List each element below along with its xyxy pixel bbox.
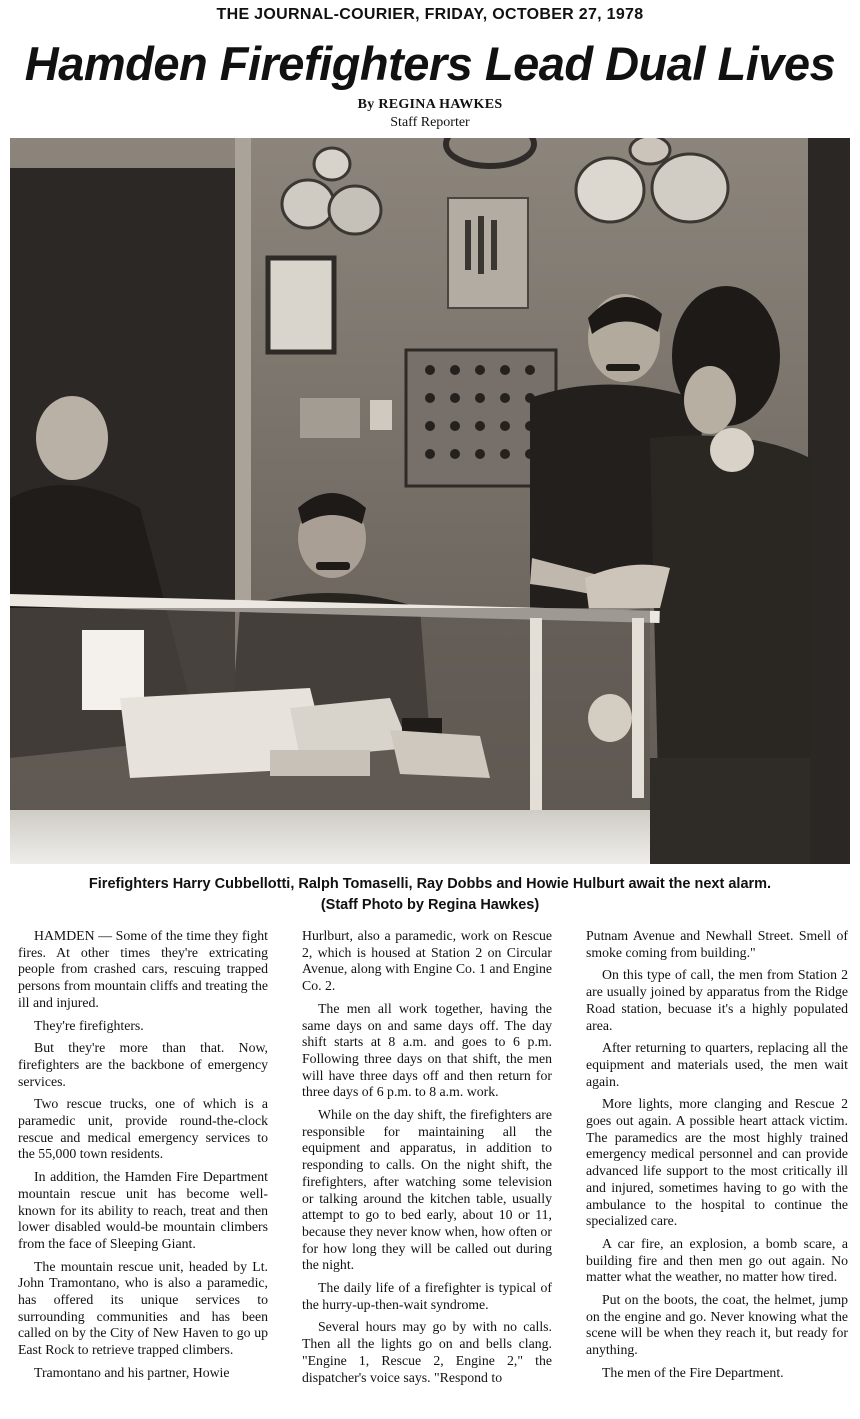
article-column-1	[18, 928, 268, 1388]
paragraph: Hurlburt, also a paramedic, work on Rescue 2, which is housed at Station 2 on Circular Avenue, along with Engine Co. 1 and Engine Co. 2.	[302, 928, 552, 994]
paragraph: Put on the boots, the coat, the helmet, jump on the engine and go. Never knowing what the scene will be when they reach it, but ready for anything.	[586, 1292, 848, 1358]
paragraph: While on the day shift, the firefighters are responsible for maintaining all the equipment and apparatus, in addition to responding to calls. On the night shift, the firefighters, after watching some television or talking around the kitchen table, usually attempt to go to bed early, about 10 or 11, because they never know when, how often or for how long they will be called out during the night.	[302, 1107, 552, 1273]
paragraph: After returning to quarters, replacing all the equipment and materials used, the men wait again.	[586, 1040, 848, 1089]
paragraph: Putnam Avenue and Newhall Street. Smell of smoke coming from building."	[586, 928, 848, 960]
paragraph: Tramontano and his partner, Howie	[34, 1364, 230, 1380]
paragraph: More lights, more clanging and Rescue 2 goes out again. A possible heart attack victim. The paramedics are the most highly trained emergency medical personnel and can provide advanced life support to the most critically ill and injured, sometimes having to go with the ambulance to the hospital to continue the specialized care.	[586, 1096, 848, 1229]
photo-caption	[0, 874, 860, 916]
caption-line-2: (Staff Photo by Regina Hawkes)	[320, 897, 540, 913]
article-column-3	[586, 928, 848, 1388]
paragraph: In addition, the Hamden Fire Department mountain rescue unit has become well-known for its ability to reach, treat and then lower disabled would-be mountain climbers from the face of Sleeping Giant.	[18, 1169, 268, 1251]
paragraph: The men of the Fire Department.	[602, 1364, 784, 1380]
paragraph: The daily life of a firefighter is typical of the hurry-up-then-wait syndrome.	[302, 1280, 552, 1312]
byline	[0, 96, 860, 132]
byline-title: Staff Reporter	[390, 115, 470, 130]
paragraph: On this type of call, the men from Station 2 are usually joined by apparatus from the Ridge Road station, becuase it's a highly populated area.	[586, 967, 848, 1033]
firefighters-photo-illustration	[10, 138, 850, 864]
paragraph: They're firefighters.	[34, 1017, 144, 1033]
byline-name: By REGINA HAWKES	[357, 97, 503, 112]
paragraph: HAMDEN — Some of the time they fight fires. At other times they're extricating people from crashed cars, rescuing trapped persons from mountain cliffs and treating the ill and injured.	[18, 928, 268, 1010]
paragraph: Two rescue trucks, one of which is a paramedic unit, provide round-the-clock rescue and medical emergency services to the 55,000 town residents.	[18, 1096, 268, 1162]
headline: Hamden Firefighters Lead Dual Lives	[24, 37, 836, 90]
paragraph: Several hours may go by with no calls. Then all the lights go on and bells clang. "Engine 1, Rescue 2, Engine 2," the dispatcher's voice says. "Respond to	[302, 1319, 552, 1385]
news-photo	[10, 138, 850, 864]
article-column-2	[302, 928, 552, 1392]
caption-line-1: Firefighters Harry Cubbellotti, Ralph Tomaselli, Ray Dobbs and Howie Hulburt await the next alarm.	[88, 876, 772, 892]
paragraph: The mountain rescue unit, headed by Lt. John Tramontano, who is also a paramedic, has offered its unique services to surrounding communities and has been called on by the City of New Haven to go up East Rock to retrieve trapped climbers.	[18, 1258, 268, 1358]
paragraph: The men all work together, having the same days on and same days off. The day shift starts at 8 a.m. and goes to 6 p.m. Following three days on that shift, the men will have three days off and then return for three days of 6 p.m. to 8 a.m. work.	[302, 1000, 552, 1100]
dateline: THE JOURNAL-COURIER, FRIDAY, OCTOBER 27, 1978	[216, 6, 644, 23]
paragraph: A car fire, an explosion, a bomb scare, a building fire and then men go out again. No matter what the weather, no matter how tired.	[586, 1235, 848, 1285]
paragraph: But they're more than that. Now, firefighters are the backbone of emergency services.	[18, 1040, 268, 1089]
